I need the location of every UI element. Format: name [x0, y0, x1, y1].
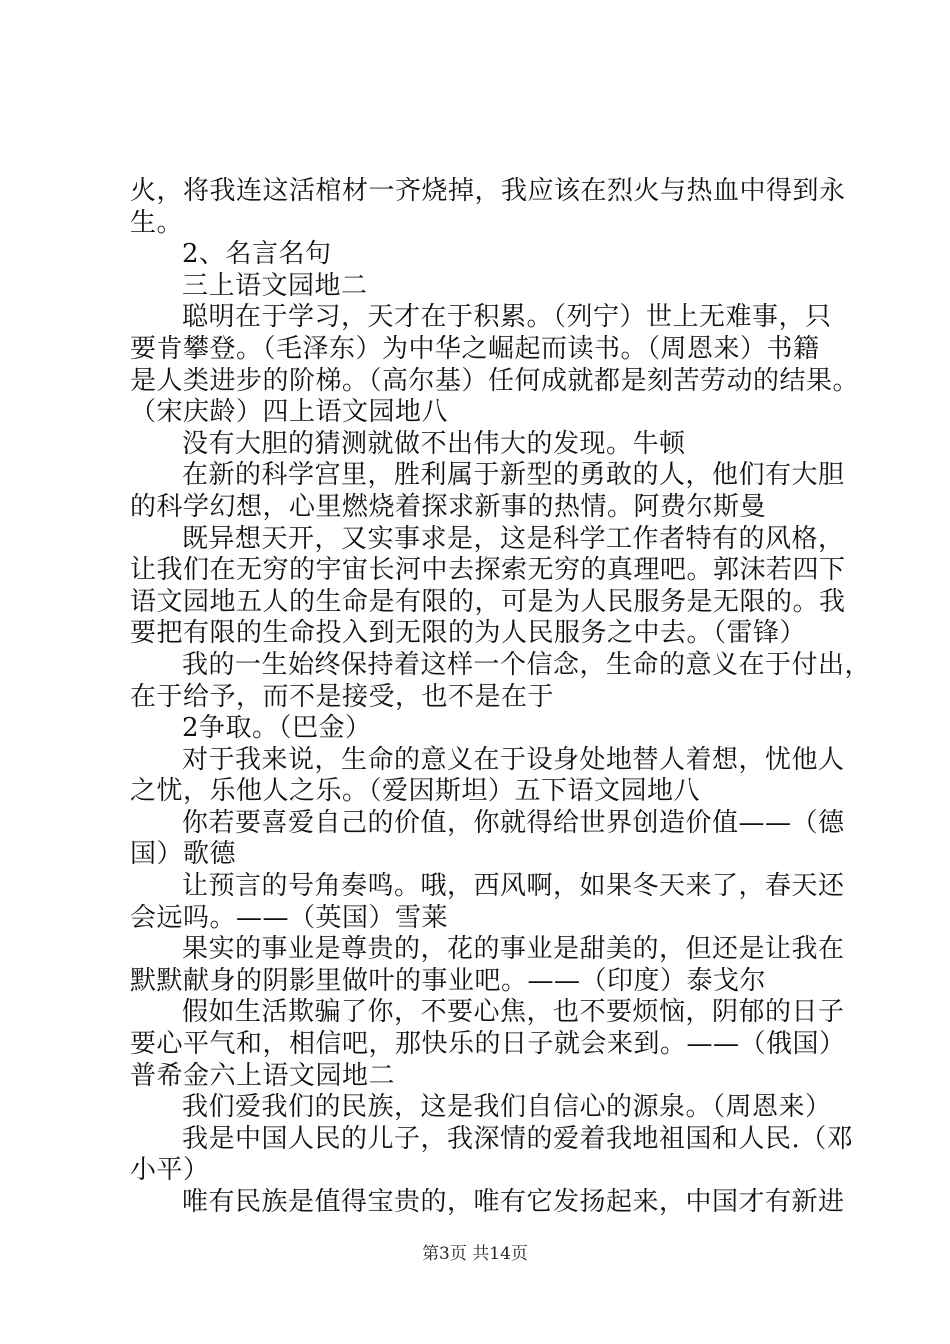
text-line: 普希金六上语文园地二	[130, 1060, 396, 1091]
text-line: 假如生活欺骗了你，不要心焦，也不要烦恼，阴郁的日子	[182, 997, 845, 1028]
text-line: 生。	[130, 207, 184, 238]
text-line: （宋庆龄）四上语文园地八	[130, 397, 449, 428]
text-line: 火，将我连这活棺材一齐烧掉，我应该在烈火与热血中得到永	[130, 176, 846, 206]
text-line: 2、名言名句	[182, 239, 332, 270]
text-line: 我们爱我们的民族，这是我们自信心的源泉。（周恩来）	[182, 1092, 832, 1123]
text-line: 语文园地五人的生命是有限的，可是为人民服务是无限的。我	[130, 586, 846, 617]
text-line: 在新的科学宫里，胜利属于新型的勇敢的人，他们有大胆	[182, 460, 845, 491]
text-line: 在于给予，而不是接受，也不是在于	[130, 681, 555, 712]
text-line: 之忧，乐他人之乐。（爱因斯坦）五下语文园地八	[130, 776, 701, 807]
text-line: 要肯攀登。（毛泽东）为中华之崛起而读书。（周恩来）书籍	[130, 333, 820, 364]
text-line: 果实的事业是尊贵的，花的事业是甜美的，但还是让我在	[182, 934, 845, 965]
text-line: 的科学幻想，心里燃烧着探求新事的热情。阿费尔斯曼	[130, 491, 767, 522]
text-line: 让预言的号角奏鸣。哦，西风啊，如果冬天来了，春天还	[182, 871, 845, 902]
page-footer: 第3页 共14页	[422, 1244, 528, 1264]
text-line: 你若要喜爱自己的价值，你就得给世界创造价值——（德	[182, 807, 845, 838]
text-line: 要把有限的生命投入到无限的为人民服务之中去。（雷锋）	[130, 618, 807, 649]
text-line: 对于我来说，生命的意义在于设身处地替人着想，忧他人	[182, 744, 845, 775]
text-line: 小平）	[130, 1155, 210, 1186]
text-line: 没有大胆的猜测就做不出伟大的发现。牛顿	[182, 428, 686, 459]
text-line: 默默献身的阴影里做叶的事业吧。——（印度）泰戈尔	[130, 965, 767, 996]
text-line: 国）歌德	[130, 839, 237, 870]
text-line: 聪明在于学习，天才在于积累。（列宁）世上无难事，只	[182, 302, 832, 333]
text-line: 唯有民族是值得宝贵的，唯有它发扬起来，中国才有新进	[182, 1187, 845, 1217]
text-line: 既异想天开，又实事求是，这是科学工作者特有的风格，	[182, 523, 845, 554]
text-line: 要心平气和，相信吧，那快乐的日子就会来到。——（俄国）	[130, 1029, 846, 1060]
text-line: 是人类进步的阶梯。（高尔基）任何成就都是刻苦劳动的结果。	[130, 365, 860, 396]
text-line: 让我们在无穷的宇宙长河中去探索无穷的真理吧。郭沫若四下	[130, 555, 846, 586]
text-line: 2争取。（巴金）	[182, 713, 372, 744]
text-line: 我的一生始终保持着这样一个信念，生命的意义在于付出，	[182, 649, 872, 680]
text-line: 我是中国人民的儿子，我深情的爱着我地祖国和人民.（邓	[182, 1123, 854, 1154]
text-line: 会远吗。——（英国）雪莱	[130, 902, 449, 933]
document-body	[130, 176, 872, 1219]
text-line: 三上语文园地二	[182, 270, 368, 301]
